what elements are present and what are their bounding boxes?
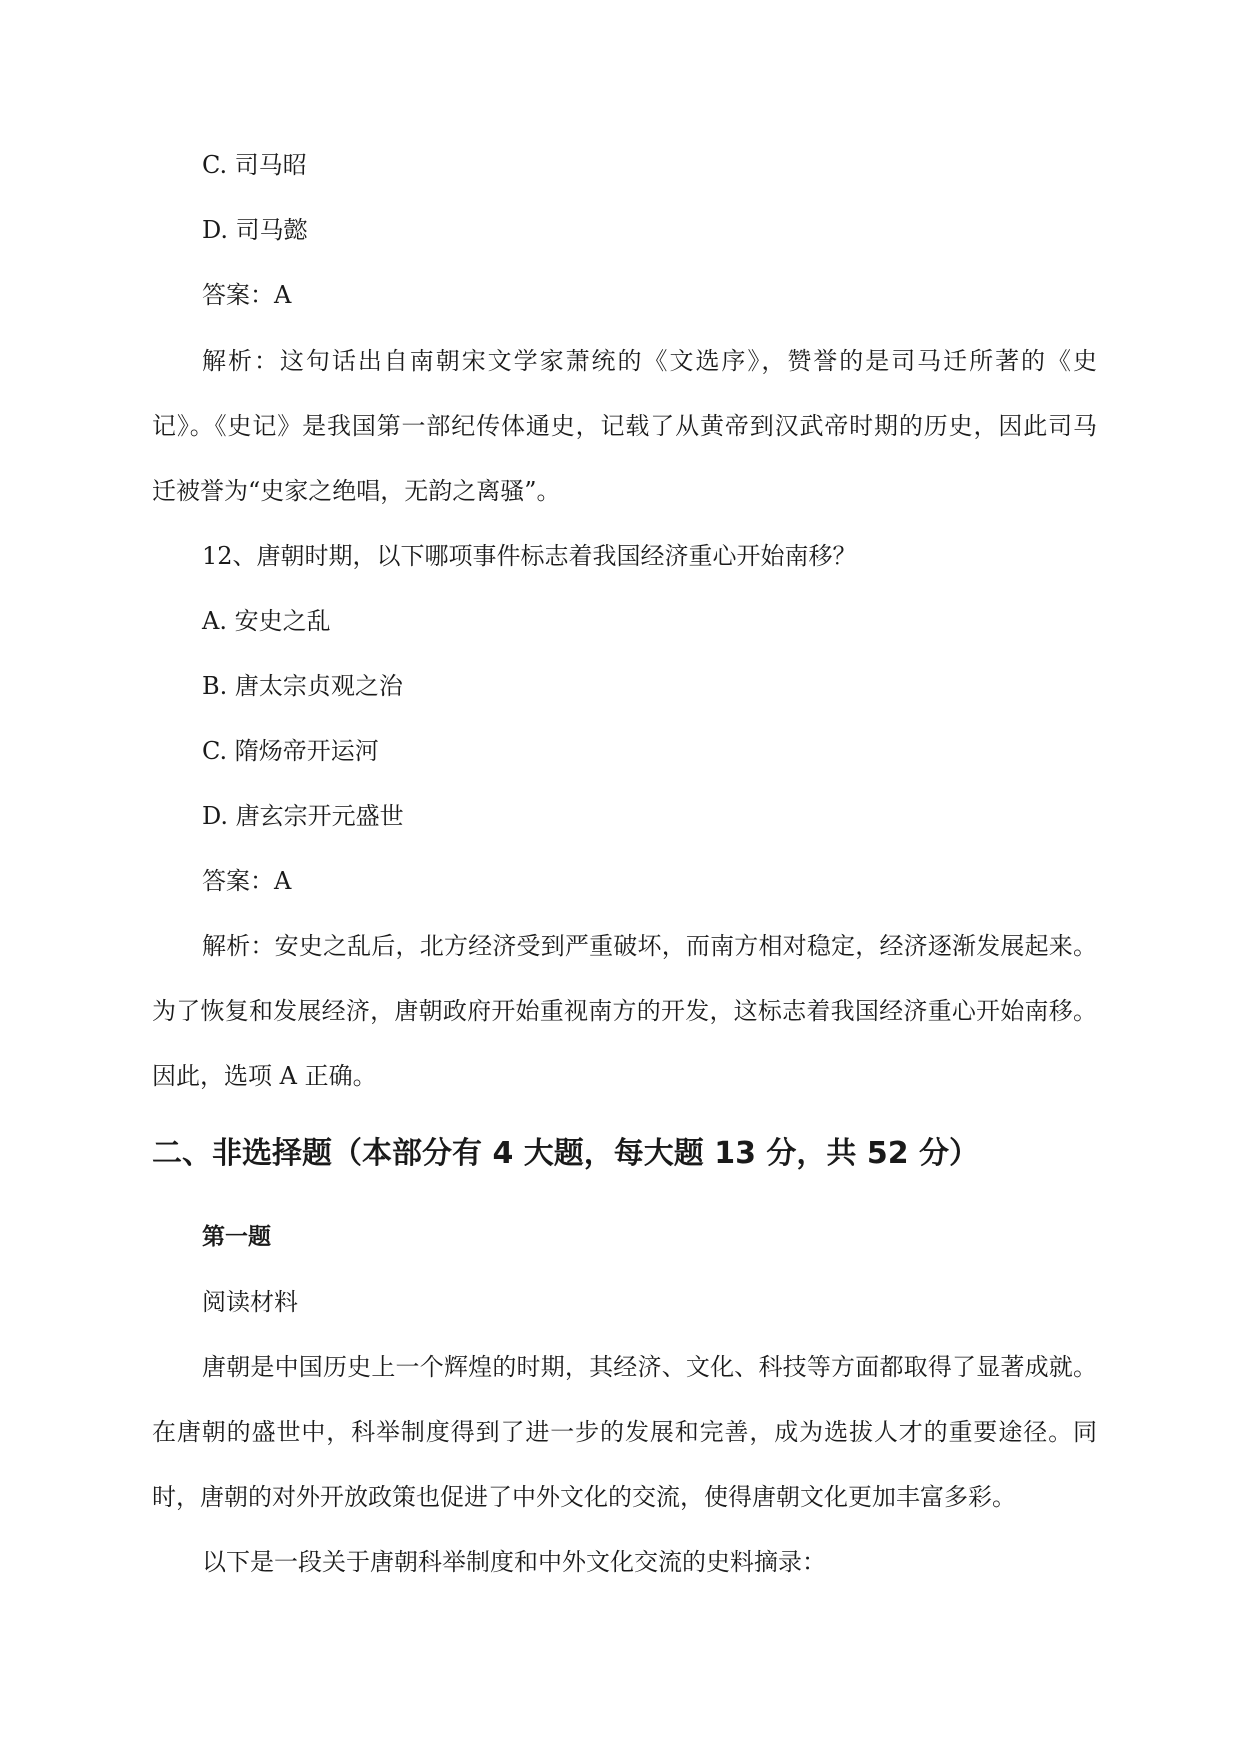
q11-analysis-line-2: 记》。《史记》是我国第一部纪传体通史，记载了从黄帝到汉武帝时期的历史，因此司马 (152, 412, 1097, 440)
q12-analysis-line-1: 解析：安史之乱后，北方经济受到严重破坏，而南方相对稳定，经济逐渐发展起来。 (202, 932, 1097, 960)
q12-option-c: C. 隋炀帝开运河 (202, 737, 379, 765)
q11-option-c: C. 司马昭 (202, 151, 307, 179)
q12-analysis-line-2: 为了恢复和发展经济，唐朝政府开始重视南方的开发，这标志着我国经济重心开始南移。 (152, 997, 1097, 1025)
reading-material-label: 阅读材料 (202, 1288, 298, 1316)
q12-question: 12、唐朝时期，以下哪项事件标志着我国经济重心开始南移？ (202, 542, 857, 570)
q11-option-d: D. 司马懿 (202, 216, 308, 244)
q12-option-a: A. 安史之乱 (202, 607, 331, 635)
q12-option-d: D. 唐玄宗开元盛世 (202, 802, 404, 830)
q11-analysis-line-3: 迁被誉为“史家之绝唱，无韵之离骚”。 (152, 477, 561, 505)
q12-option-b: B. 唐太宗贞观之治 (202, 672, 403, 700)
material-para-2: 以下是一段关于唐朝科举制度和中外文化交流的史料摘录： (202, 1548, 826, 1576)
material-para-1-line-1: 唐朝是中国历史上一个辉煌的时期，其经济、文化、科技等方面都取得了显著成就。 (202, 1353, 1097, 1381)
q12-answer: 答案：A (202, 867, 292, 895)
material-para-1-line-3: 时，唐朝的对外开放政策也促进了中外文化的交流，使得唐朝文化更加丰富多彩。 (152, 1483, 1016, 1511)
q11-answer: 答案：A (202, 281, 292, 309)
section-heading: 二、非选择题（本部分有 4 大题，每大题 13 分，共 52 分） (152, 1136, 980, 1171)
material-para-1-line-2: 在唐朝的盛世中，科举制度得到了进一步的发展和完善，成为选拔人才的重要途径。同 (152, 1418, 1097, 1446)
question-title: 第一题 (202, 1224, 271, 1250)
q11-analysis-line-1: 解析：这句话出自南朝宋文学家萧统的《文选序》，赞誉的是司马迁所著的《史 (202, 347, 1097, 375)
q12-analysis-line-3: 因此，选项 A 正确。 (152, 1062, 377, 1090)
